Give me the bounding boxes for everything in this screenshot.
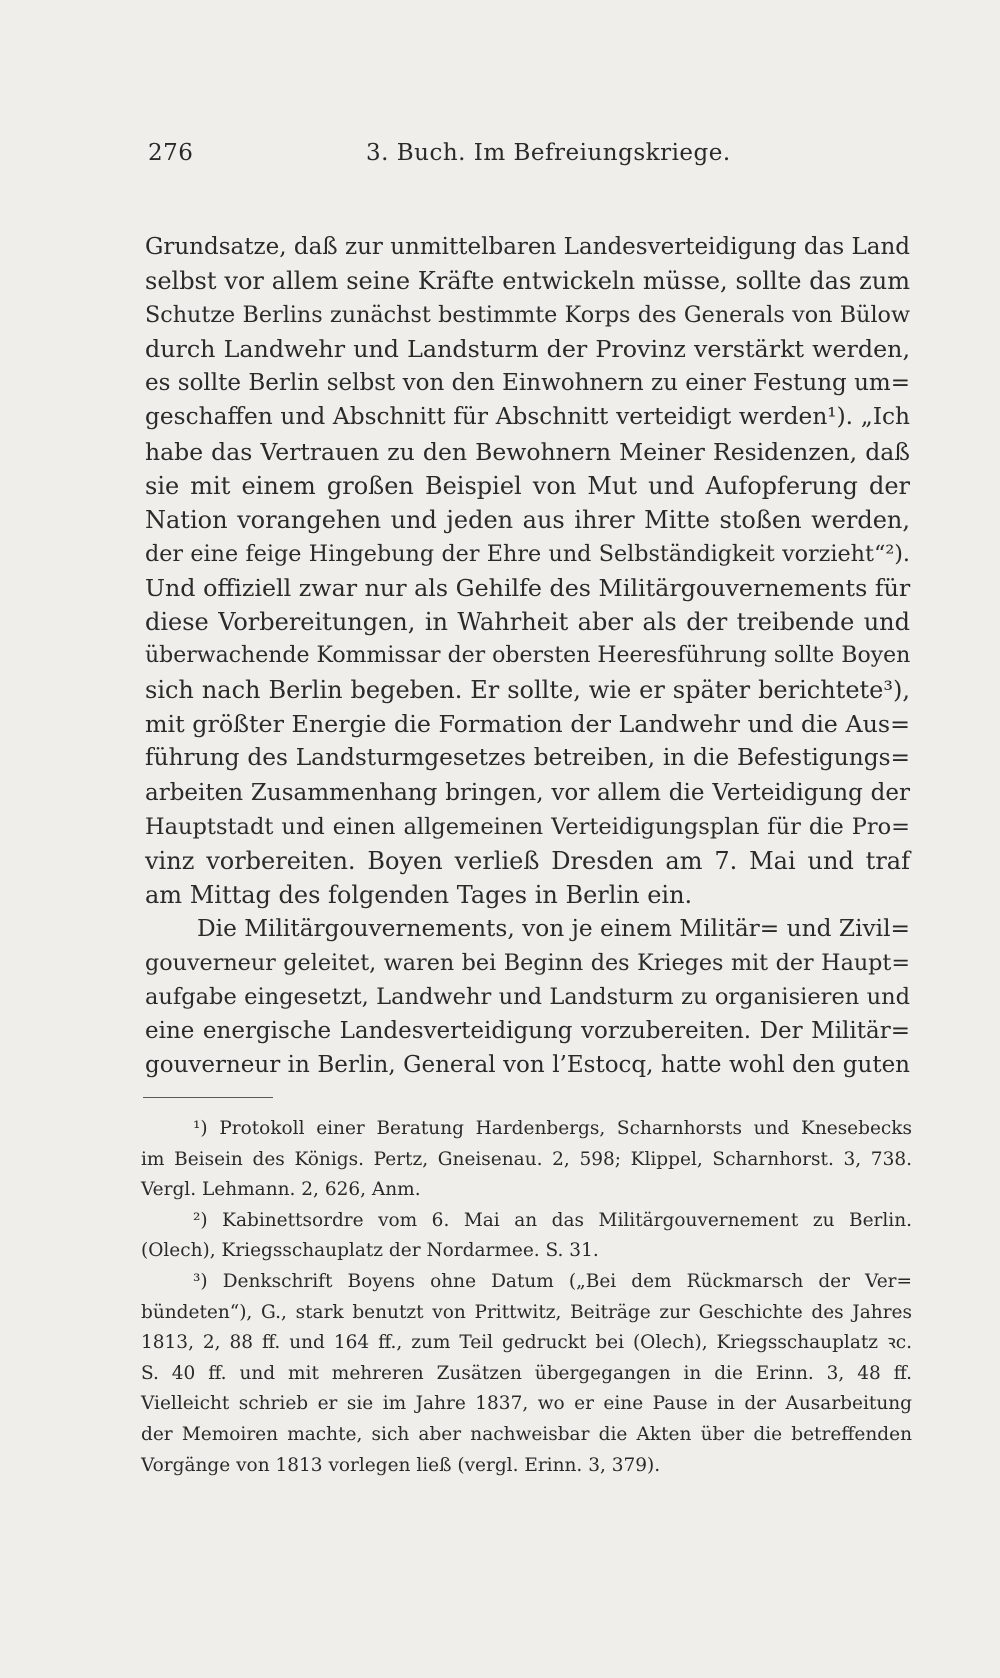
running-title: 3. Buch. Im Befreiungskriege.	[366, 140, 731, 166]
text-line: eine energische Landesverteidigung vorzubereiten. Der Militär=	[145, 1018, 910, 1045]
text-line: arbeiten Zusammenhang bringen, vor allem die Verteidigung der	[145, 779, 910, 806]
footnote-line: im Beisein des Königs. Pertz, Gneisenau. 2, 598; Klippel, Scharnhorst. 3, 738.	[141, 1148, 912, 1170]
text-line: sie mit einem großen Beispiel von Mut und Aufopferung der	[145, 471, 910, 500]
text-line: Nation vorangehen und jeden aus ihrer Mitte stoßen werden,	[145, 505, 910, 534]
footnote-line: ³) Denkschrift Boyens ohne Datum („Bei dem Rückmarsch der Ver=	[193, 1270, 912, 1292]
text-line: durch Landwehr und Landsturm der Provinz verstärkt werden,	[145, 335, 910, 364]
text-line: es sollte Berlin selbst von den Einwohnern zu einer Festung um=	[145, 370, 910, 397]
footnote-line: bündeten“), G., stark benutzt von Prittwitz, Beiträge zur Geschichte des Jahres	[141, 1301, 912, 1323]
text-line: gouverneur geleitet, waren bei Beginn des Krieges mit der Haupt=	[145, 949, 910, 976]
footnotes	[141, 1114, 912, 1481]
footnote-line: ²) Kabinettsordre vom 6. Mai an das Militärgouvernement zu Berlin.	[193, 1209, 912, 1231]
running-head	[148, 140, 910, 174]
text-line: Und offiziell zwar nur als Gehilfe des Militärgouvernements für	[145, 573, 911, 602]
text-line: Grundsatze, daß zur unmittelbaren Landesverteidigung das Land	[145, 234, 910, 260]
footnote-line: Vielleicht schrieb er sie im Jahre 1837, wo er eine Pause in der Ausarbeitung	[141, 1393, 912, 1415]
text-line: Hauptstadt und einen allgemeinen Verteidigungsplan für die Pro=	[145, 813, 910, 840]
text-line: Schutze Berlins zunächst bestimmte Korps des Generals von Bülow	[145, 302, 910, 329]
text-line: aufgabe eingesetzt, Landwehr und Landsturm zu organisieren und	[145, 984, 910, 1011]
text-line: vinz vorbereiten. Boyen verließ Dresden am 7. Mai und traf	[145, 846, 910, 875]
footnote-line: 1813, 2, 88 ff. und 164 ff., zum Teil gedruckt bei (Olech), Kriegsschauplatz ꝛc.	[141, 1332, 912, 1354]
text-line: Die Militärgouvernements, von je einem Militär= und Zivil=	[197, 914, 910, 942]
body-text	[145, 230, 910, 1082]
footnote-divider	[143, 1097, 273, 1098]
text-line: geschaffen und Abschnitt für Abschnitt verteidigt werden¹). „Ich	[145, 403, 910, 431]
text-line: mit größter Energie die Formation der Landwehr und die Aus=	[145, 710, 910, 739]
footnote-line: der Memoiren machte, sich aber nachweisbar die Akten über die betreffenden	[141, 1423, 912, 1445]
footnote-line: Vorgänge von 1813 vorlegen ließ (vergl. Erinn. 3, 379).	[141, 1454, 661, 1476]
text-line: am Mittag des folgenden Tages in Berlin ein.	[145, 880, 693, 909]
text-line: diese Vorbereitungen, in Wahrheit aber als der treibende und	[145, 608, 910, 637]
footnote-line: (Olech), Kriegsschauplatz der Nordarmee. S. 31.	[141, 1240, 599, 1262]
footnote-line: Vergl. Lehmann. 2, 626, Anm.	[141, 1179, 421, 1201]
text-line: selbst vor allem seine Kräfte entwickeln müsse, sollte das zum	[145, 267, 910, 296]
footnote-line: S. 40 ff. und mit mehreren Zusätzen übergegangen in die Erinn. 3, 48 ff.	[141, 1362, 912, 1384]
footnote-line: ¹) Protokoll einer Beratung Hardenbergs, Scharnhorsts und Knesebecks	[193, 1118, 912, 1139]
text-line: gouverneur in Berlin, General von l’Estocq, hatte wohl den guten	[145, 1052, 910, 1079]
text-line: überwachende Kommissar der obersten Heeresführung sollte Boyen	[145, 643, 911, 669]
text-line: sich nach Berlin begeben. Er sollte, wie er später berichtete³),	[145, 676, 910, 705]
page-number: 276	[148, 140, 194, 166]
text-line: führung des Landsturmgesetzes betreiben, in die Befestigungs=	[145, 744, 910, 772]
text-line: habe das Vertrauen zu den Bewohnern Meiner Residenzen, daß	[145, 437, 910, 466]
text-line: der eine feige Hingebung der Ehre und Selbständigkeit vorzieht“²).	[145, 540, 910, 567]
